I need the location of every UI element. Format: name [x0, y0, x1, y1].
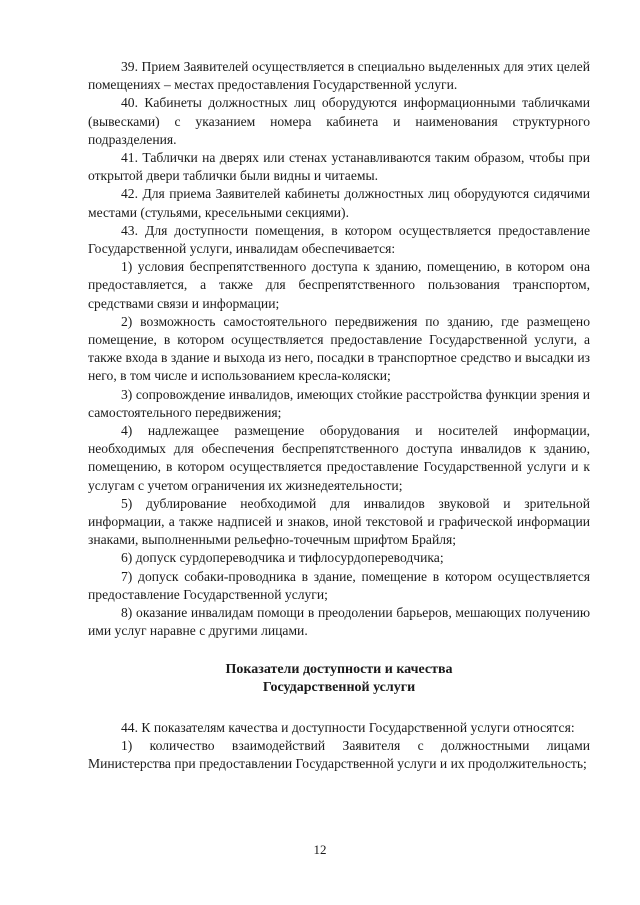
- list-item-5: 5) дублирование необходимой для инвалидов звуковой и зрительной информации, а также надписей и знаков, иной текстовой и графической информации знаками, выполненными рельефно-точечным шрифтом Брайля;: [88, 495, 590, 548]
- section-heading-line-1: Показатели доступности и качества: [225, 661, 453, 677]
- paragraph-39: 39. Прием Заявителей осуществляется в специально выделенных для этих целей помещениях – местах предоставления Государственной услуги.: [88, 59, 590, 93]
- list-item-3: 3) сопровождение инвалидов, имеющих стойкие расстройства функции зрения и самостоятельного передвижения;: [88, 386, 590, 420]
- paragraph-40: 40. Кабинеты должностных лиц оборудуются информационными табличками (вывесками) с указанием номера кабинета и наименования структурного подразделения.: [88, 95, 590, 147]
- paragraph-42: 42. Для приема Заявителей кабинеты должностных лиц оборудуются сидячими местами (стульями, кресельными секциями).: [88, 186, 590, 220]
- paragraph-41: 41. Таблички на дверях или стенах устанавливаются таким образом, чтобы при открытой двери таблички были видны и читаемы.: [88, 150, 590, 184]
- document-page: [88, 58, 590, 773]
- list-item-6: 6) допуск сурдопереводчика и тифлосурдопереводчика;: [121, 550, 444, 566]
- list-item-4: 4) надлежащее размещение оборудования и носителей информации, необходимых для обеспечения беспрепятственного доступа инвалидов к зданию, помещению, в котором осуществляется предоставление Государственной услуги и к услугам с учетом ограничения их жизнедеятельности;: [88, 423, 590, 493]
- paragraph-44-item-1: 1) количество взаимодействий Заявителя с должностными лицами Министерства при предоставлении Государственной услуги и их продолжительность;: [88, 737, 590, 771]
- list-item-2: 2) возможность самостоятельного передвижения по зданию, где размещено помещение, в котором осуществляется предоставление Государственной услуги, а также входа в здание и выхода из него, посадки в транспортное средство и высадки из него, в том числе и использованием кресла-коляски;: [88, 313, 590, 384]
- paragraph-44: 44. К показателям качества и доступности Государственной услуги относятся:: [121, 719, 575, 735]
- page-number: 12: [313, 842, 327, 857]
- list-item-7: 7) допуск собаки-проводника в здание, помещение в котором осуществляется предоставление Государственной услуги;: [88, 568, 590, 602]
- section-heading-line-2: Государственной услуги: [262, 679, 416, 695]
- list-item-8: 8) оказание инвалидам помощи в преодолении барьеров, мешающих получению ими услуг наравне с другими лицами.: [88, 605, 590, 639]
- section-heading: [88, 661, 590, 697]
- paragraphs-bottom: [88, 719, 590, 774]
- list-item-1: 1) условия беспрепятственного доступа к зданию, помещению, в котором она предоставляется, а также для беспрепятственного пользования транспортом, средствами связи и информации;: [88, 259, 590, 311]
- paragraphs-top: [88, 58, 590, 641]
- paragraph-43: 43. Для доступности помещения, в котором осуществляется предоставление Государственной услуги, инвалидам обеспечивается:: [88, 222, 590, 257]
